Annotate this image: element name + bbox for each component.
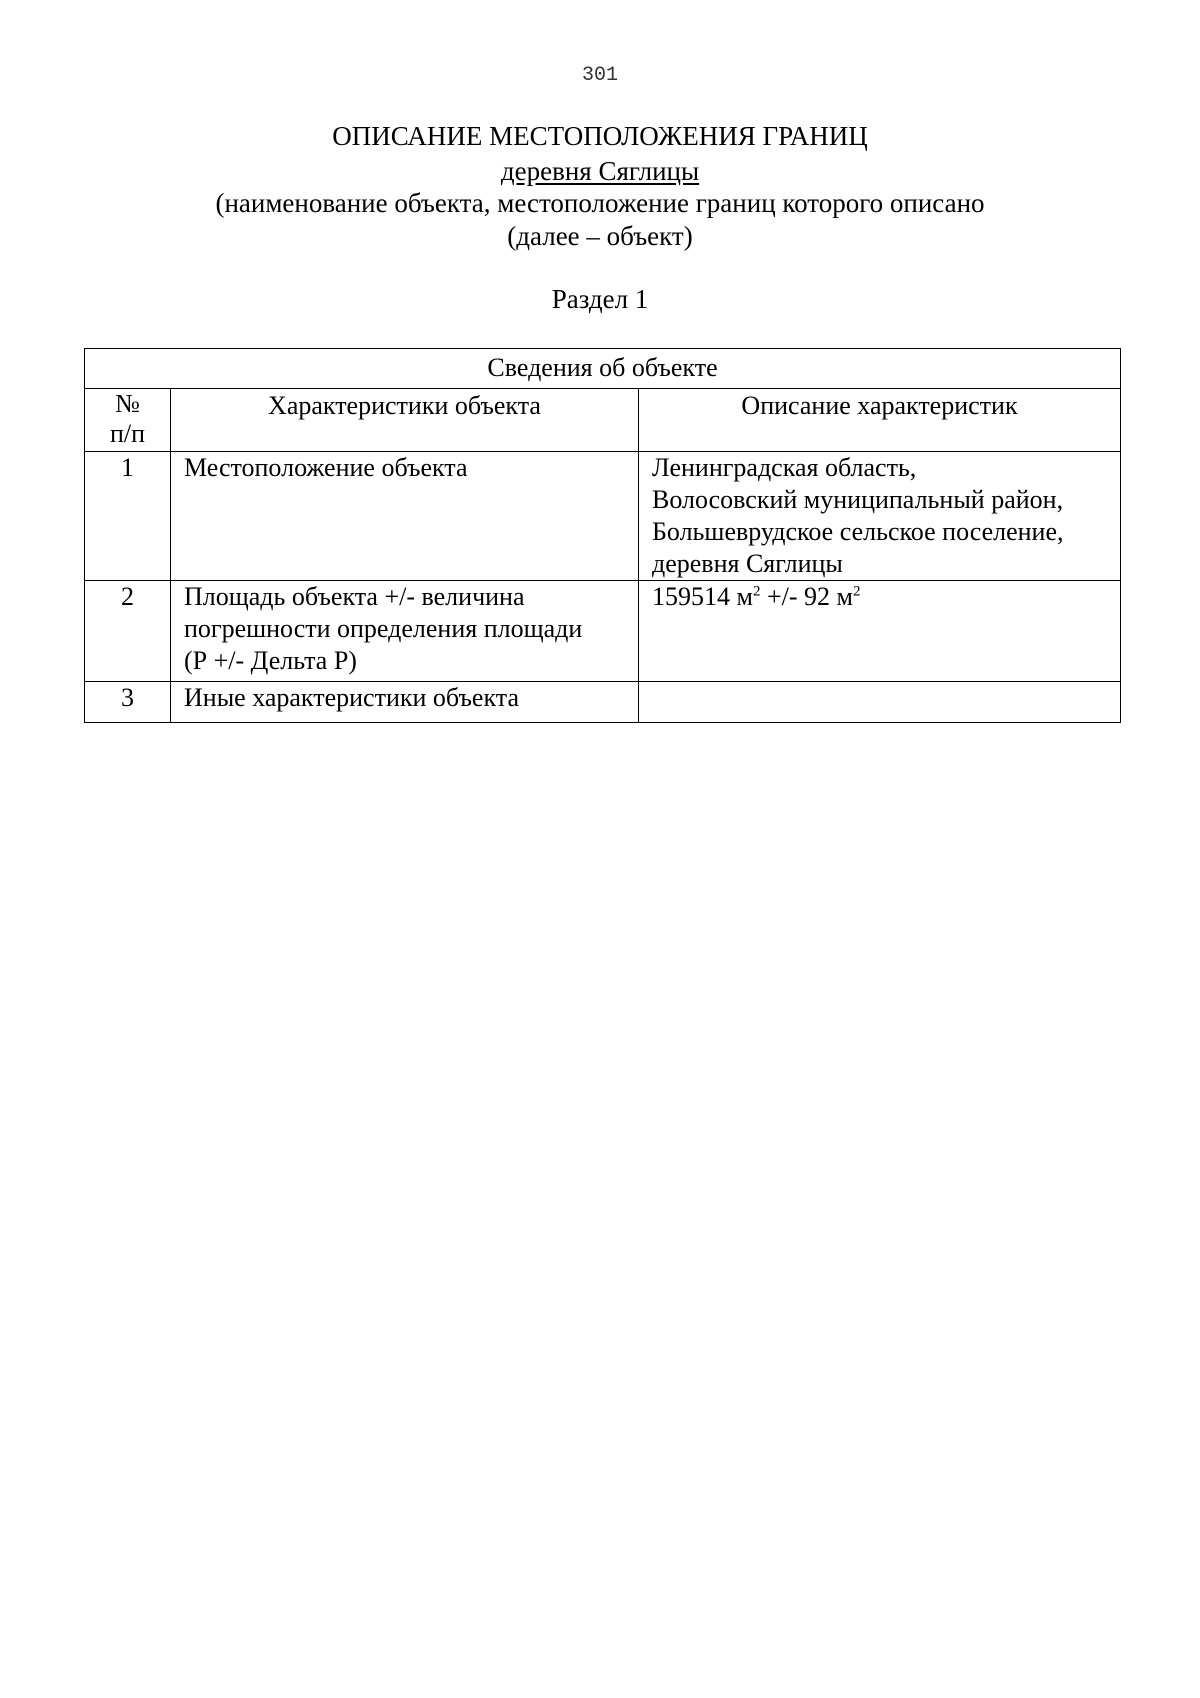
header-description: Описание характеристик — [639, 389, 1121, 452]
characteristic-line: (Р +/- Дельта Р) — [184, 646, 357, 675]
area-error-exponent: 2 — [852, 583, 861, 600]
row-number: 1 — [85, 452, 171, 581]
page-number: 301 — [581, 64, 618, 87]
document-title: ОПИСАНИЕ МЕСТОПОЛОЖЕНИЯ ГРАНИЦ — [332, 121, 868, 151]
area-separator: +/- — [760, 582, 804, 611]
row-characteristic — [171, 581, 639, 682]
header-number-line1: № — [115, 389, 140, 418]
table-caption: Сведения об объекте — [85, 349, 1121, 389]
area-value: 159514 м — [652, 582, 753, 611]
object-name-text: деревня Сяглицы — [500, 156, 700, 186]
row-number: 2 — [85, 581, 171, 682]
description-line: Большеврудское сельское поселение, — [652, 517, 1064, 546]
characteristic-line: погрешности определения площади — [184, 614, 583, 643]
row-description — [639, 682, 1121, 723]
object-caption-line1: (наименование объекта, местоположение границ которого описано — [215, 188, 985, 218]
area-exponent: 2 — [752, 583, 761, 600]
table-row — [85, 682, 1121, 723]
header-number — [85, 389, 171, 452]
row-description — [639, 452, 1121, 581]
object-name — [0, 155, 1200, 187]
object-caption-line2: (далее – объект) — [507, 221, 693, 251]
header-characteristics: Характеристики объекта — [171, 389, 639, 452]
description-line: деревня Сяглицы — [652, 549, 843, 578]
row-characteristic: Иные характеристики объекта — [171, 682, 639, 723]
table-row — [85, 452, 1121, 581]
header-number-line2: п/п — [109, 419, 146, 448]
row-area-value — [639, 581, 1121, 682]
object-info-table — [84, 348, 1121, 723]
table-caption-row — [85, 349, 1121, 389]
row-characteristic: Местоположение объекта — [171, 452, 639, 581]
row-number: 3 — [85, 682, 171, 723]
area-error: 92 м — [804, 582, 853, 611]
section-title: Раздел 1 — [551, 284, 649, 314]
description-line: Ленинградская область, — [652, 453, 917, 482]
table-row — [85, 581, 1121, 682]
table-header-row — [85, 389, 1121, 452]
characteristic-line: Площадь объекта +/- величина — [184, 582, 525, 611]
description-line: Волосовский муниципальный район, — [652, 485, 1064, 514]
